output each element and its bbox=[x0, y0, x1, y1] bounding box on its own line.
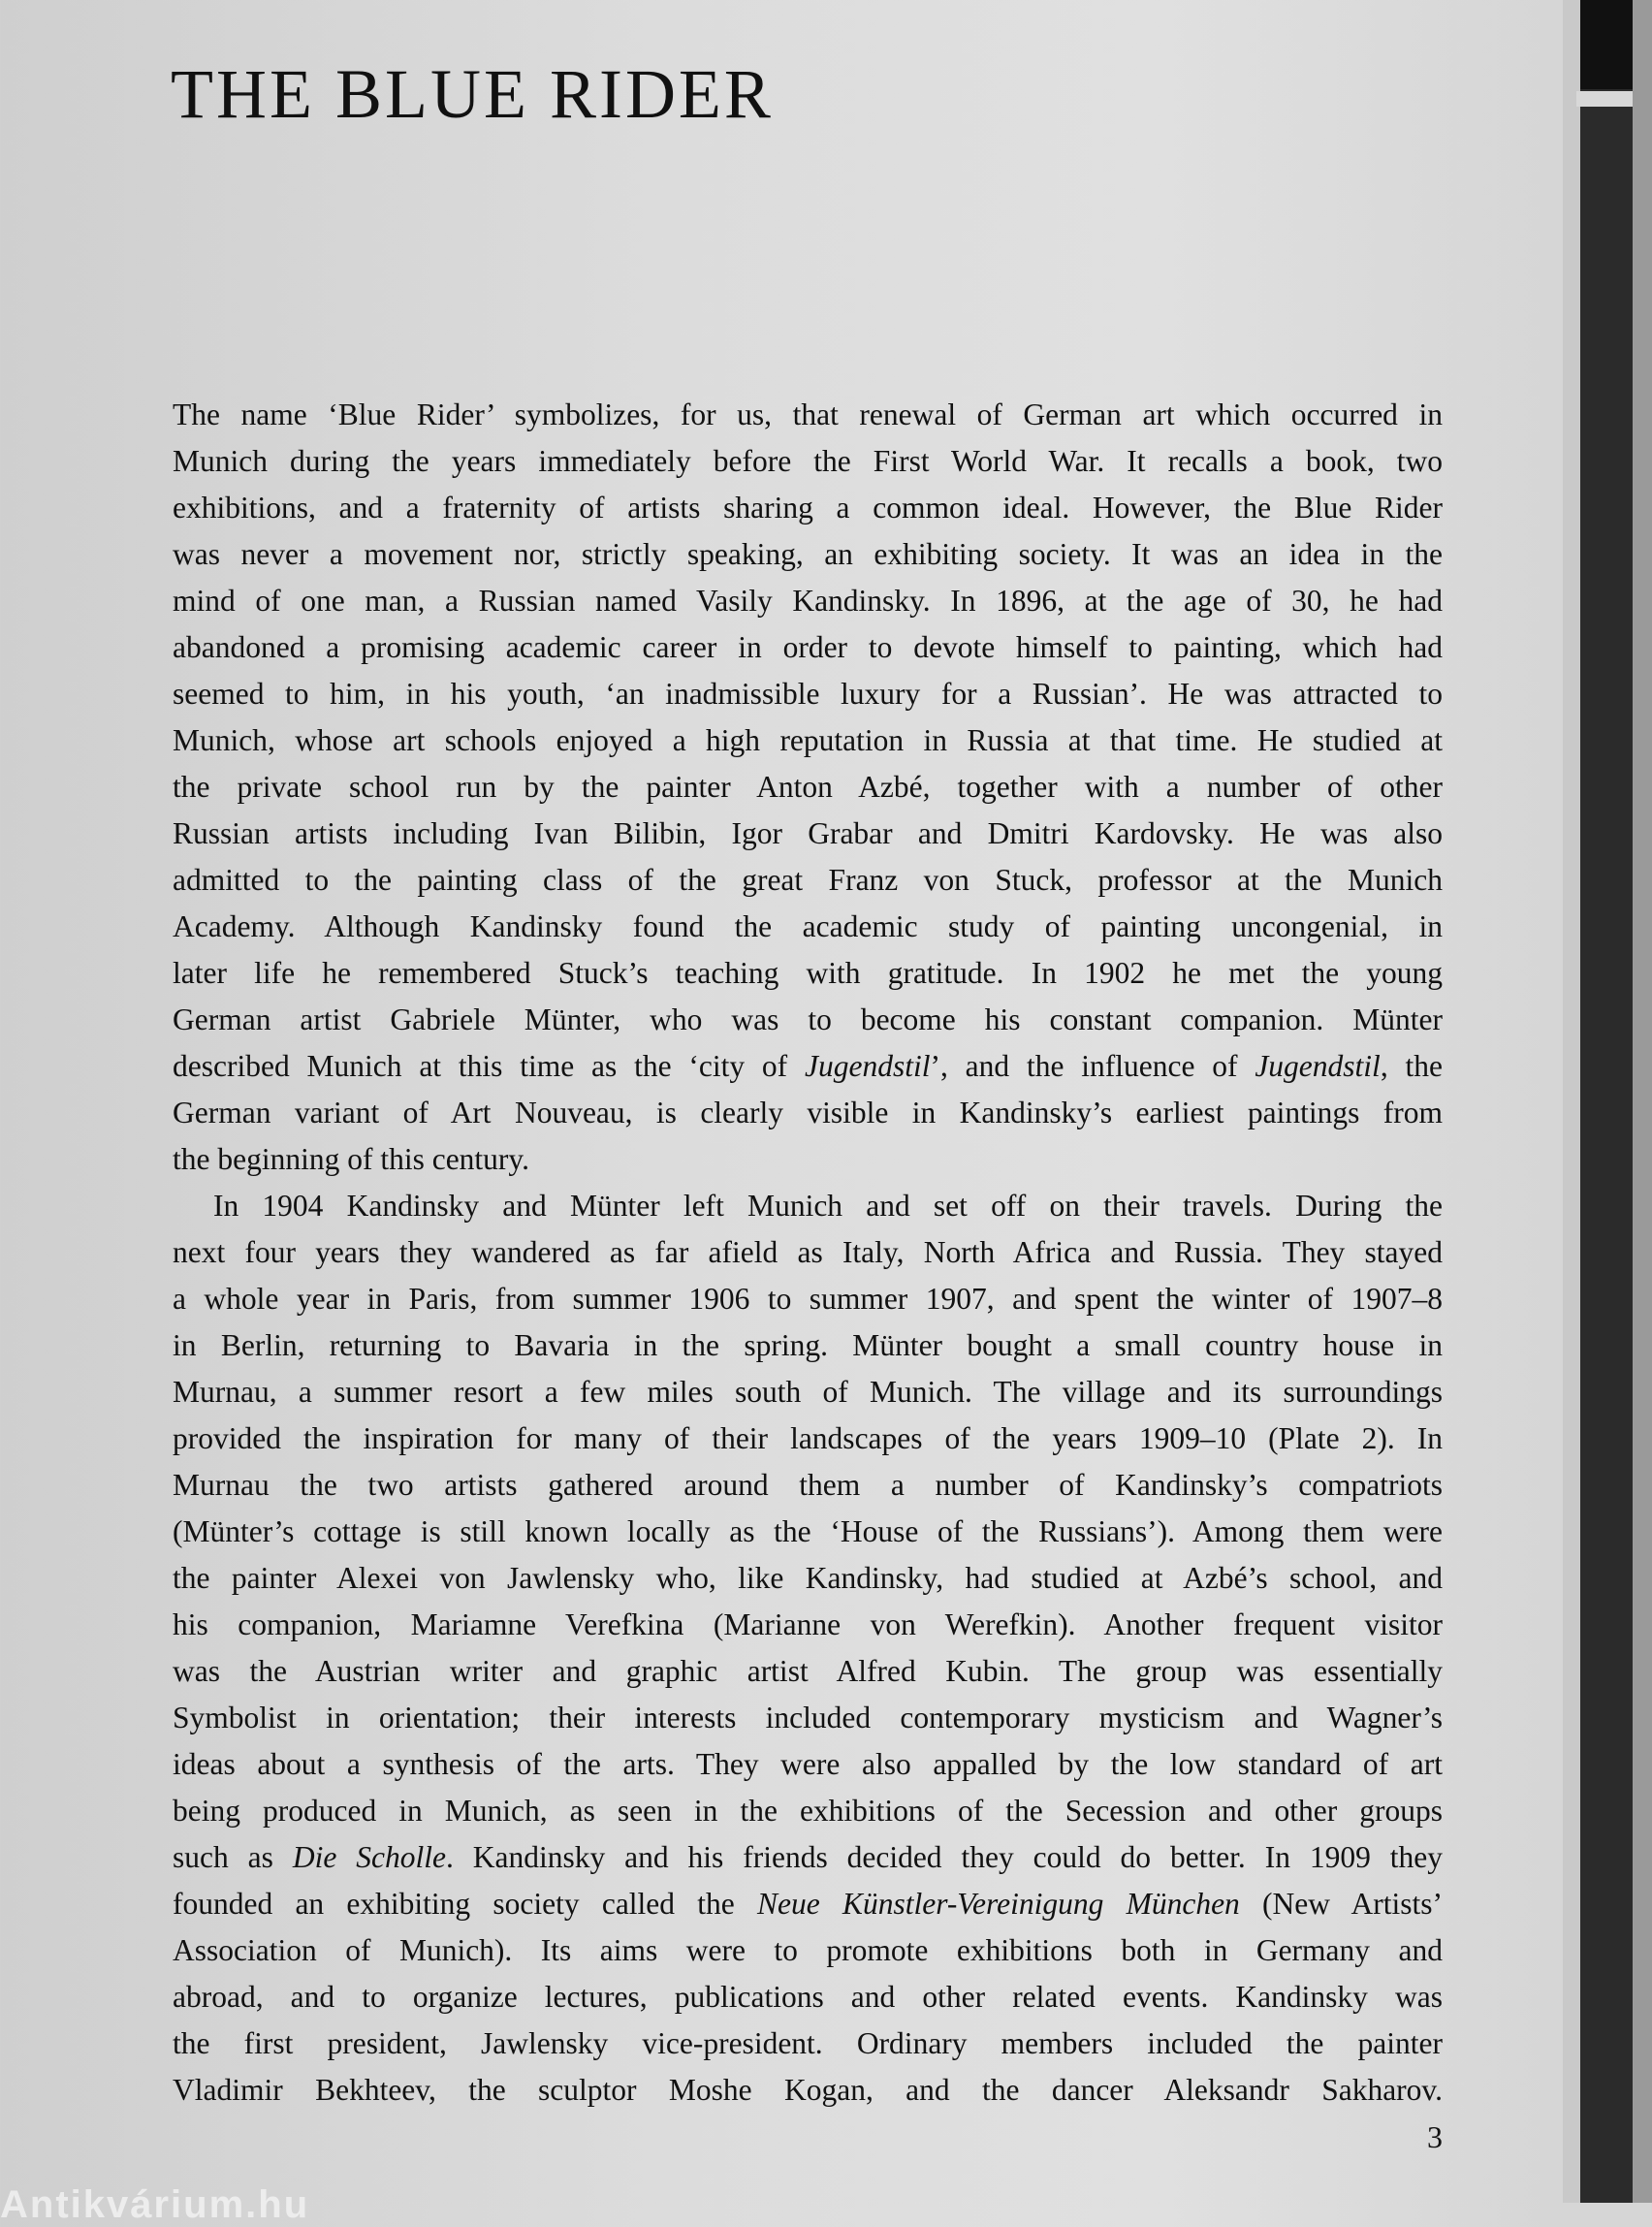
text-line bbox=[173, 1788, 1443, 1834]
text-segment: his companion, Mariamne Verefkina (Marianne von Werefkin). Another frequent visitor bbox=[173, 1607, 1443, 1641]
paragraph bbox=[173, 392, 1443, 1183]
text-segment: later life he remembered Stuck’s teaching with gratitude. In 1902 he met the young bbox=[173, 956, 1443, 990]
text-segment: German variant of Art Nouveau, is clearly visible in Kandinsky’s earliest paintings from bbox=[173, 1096, 1443, 1129]
text-line bbox=[173, 950, 1443, 997]
text-line bbox=[173, 1136, 1443, 1183]
text-segment: mind of one man, a Russian named Vasily Kandinsky. In 1896, at the age of 30, he had bbox=[173, 584, 1443, 618]
text-line bbox=[173, 2020, 1443, 2067]
text-line bbox=[173, 717, 1443, 764]
body-text bbox=[173, 392, 1443, 2114]
text-line bbox=[173, 904, 1443, 950]
text-segment: ideas about a synthesis of the arts. They were also appalled by the low standard of art bbox=[173, 1747, 1443, 1781]
spine-top-band bbox=[1580, 0, 1633, 89]
italic-text: Die Scholle bbox=[292, 1840, 446, 1874]
text-segment: , the bbox=[1380, 1049, 1443, 1083]
text-line bbox=[173, 1927, 1443, 1974]
text-segment: such as bbox=[173, 1840, 293, 1874]
text-line bbox=[173, 485, 1443, 531]
text-line bbox=[173, 764, 1443, 811]
text-line bbox=[173, 1090, 1443, 1136]
text-segment: Murnau, a summer resort a few miles south of Munich. The village and its surroundings bbox=[173, 1375, 1443, 1409]
text-line bbox=[173, 1183, 1443, 1229]
text-line bbox=[173, 671, 1443, 717]
text-segment: provided the inspiration for many of their landscapes of the years 1909–10 (Plate 2). In bbox=[173, 1421, 1443, 1455]
text-segment: abroad, and to organize lectures, publications and other related events. Kandinsky was bbox=[173, 1980, 1443, 2014]
text-segment: the first president, Jawlensky vice-president. Ordinary members included the painter bbox=[173, 2026, 1443, 2060]
text-line bbox=[173, 392, 1443, 438]
text-line bbox=[173, 1043, 1443, 1090]
text-line bbox=[173, 1834, 1443, 1881]
text-line bbox=[173, 1555, 1443, 1602]
text-segment: in Berlin, returning to Bavaria in the spring. Münter bought a small country house in bbox=[173, 1328, 1443, 1362]
text-line bbox=[173, 624, 1443, 671]
text-line bbox=[173, 578, 1443, 624]
text-segment: exhibitions, and a fraternity of artists sharing a common ideal. However, the Blue Rider bbox=[173, 491, 1443, 525]
text-line bbox=[173, 1229, 1443, 1276]
text-segment: next four years they wandered as far afield as Italy, North Africa and Russia. They stayed bbox=[173, 1235, 1443, 1269]
text-line bbox=[173, 1416, 1443, 1462]
text-segment: In 1904 Kandinsky and Münter left Munich and set off on their travels. During the bbox=[213, 1189, 1443, 1223]
text-line bbox=[173, 1695, 1443, 1741]
text-line bbox=[173, 1974, 1443, 2020]
text-segment: (Münter’s cottage is still known locally as the ‘House of the Russians’). Among them were bbox=[173, 1514, 1443, 1548]
text-line bbox=[173, 531, 1443, 578]
italic-text: Jugendstil bbox=[1255, 1049, 1381, 1083]
chapter-title: THE BLUE RIDER bbox=[171, 55, 774, 133]
text-segment: admitted to the painting class of the great Franz von Stuck, professor at the Munich bbox=[173, 863, 1443, 897]
text-segment: Association of Munich). Its aims were to promote exhibitions both in Germany and bbox=[173, 1933, 1443, 1967]
text-segment: Russian artists including Ivan Bilibin, Igor Grabar and Dmitri Kardovsky. He was also bbox=[173, 816, 1443, 850]
text-line bbox=[173, 997, 1443, 1043]
text-segment: (New Artists’ bbox=[1239, 1887, 1443, 1921]
text-segment: Munich, whose art schools enjoyed a high reputation in Russia at that time. He studied at bbox=[173, 723, 1443, 757]
text-line bbox=[173, 811, 1443, 857]
text-segment: the painter Alexei von Jawlensky who, like Kandinsky, had studied at Azbé’s school, and bbox=[173, 1561, 1443, 1595]
text-segment: was never a movement nor, strictly speaking, an exhibiting society. It was an idea in the bbox=[173, 537, 1443, 571]
text-segment: the beginning of this century. bbox=[173, 1142, 530, 1176]
text-segment: abandoned a promising academic career in order to devote himself to painting, which had bbox=[173, 630, 1443, 664]
text-segment: German artist Gabriele Münter, who was to become his constant companion. Münter bbox=[173, 1002, 1443, 1036]
text-segment: ’, and the influence of bbox=[930, 1049, 1255, 1083]
text-segment: a whole year in Paris, from summer 1906 to summer 1907, and spent the winter of 1907–8 bbox=[173, 1282, 1443, 1316]
text-segment: being produced in Munich, as seen in the exhibitions of the Secession and other groups bbox=[173, 1794, 1443, 1828]
page-edge bbox=[1563, 0, 1580, 2203]
text-segment: described Munich at this time as the ‘city of bbox=[173, 1049, 805, 1083]
text-line bbox=[173, 1881, 1443, 1927]
text-line bbox=[173, 1276, 1443, 1322]
text-line bbox=[173, 1322, 1443, 1369]
text-line bbox=[173, 438, 1443, 485]
text-line bbox=[173, 1648, 1443, 1695]
italic-text: Jugendstil bbox=[804, 1049, 931, 1083]
text-line bbox=[173, 1462, 1443, 1509]
text-line bbox=[173, 2067, 1443, 2114]
paragraph bbox=[173, 1183, 1443, 2114]
text-line bbox=[173, 1369, 1443, 1416]
page-number: 3 bbox=[1427, 2119, 1443, 2154]
text-segment: the private school run by the painter Anton Azbé, together with a number of other bbox=[173, 770, 1443, 804]
book-spine bbox=[1580, 0, 1633, 2203]
text-segment: Academy. Although Kandinsky found the academic study of painting uncongenial, in bbox=[173, 909, 1443, 943]
text-segment: Munich during the years immediately before the First World War. It recalls a book, two bbox=[173, 444, 1443, 478]
backdrop bbox=[1633, 0, 1652, 2203]
text-segment: Vladimir Bekhteev, the sculptor Moshe Kogan, and the dancer Aleksandr Sakharov. bbox=[173, 2073, 1443, 2107]
spine-light-band bbox=[1576, 91, 1635, 107]
watermark: Antikvárium.hu bbox=[0, 2183, 310, 2226]
text-segment: was the Austrian writer and graphic artist Alfred Kubin. The group was essentially bbox=[173, 1654, 1443, 1688]
text-segment: seemed to him, in his youth, ‘an inadmissible luxury for a Russian’. He was attracted to bbox=[173, 677, 1443, 711]
text-line bbox=[173, 1602, 1443, 1648]
text-segment: founded an exhibiting society called the bbox=[173, 1887, 757, 1921]
text-line bbox=[173, 1741, 1443, 1788]
text-segment: Symbolist in orientation; their interests included contemporary mysticism and Wagner’s bbox=[173, 1701, 1443, 1734]
text-line bbox=[173, 1509, 1443, 1555]
text-segment: . Kandinsky and his friends decided they could do better. In 1909 they bbox=[445, 1840, 1444, 1874]
text-segment: The name ‘Blue Rider’ symbolizes, for us, that renewal of German art which occurred in bbox=[173, 398, 1443, 431]
text-line bbox=[173, 857, 1443, 904]
text-segment: Murnau the two artists gathered around them a number of Kandinsky’s compatriots bbox=[173, 1468, 1443, 1502]
italic-text: Neue Künstler-Vereinigung München bbox=[756, 1887, 1240, 1921]
